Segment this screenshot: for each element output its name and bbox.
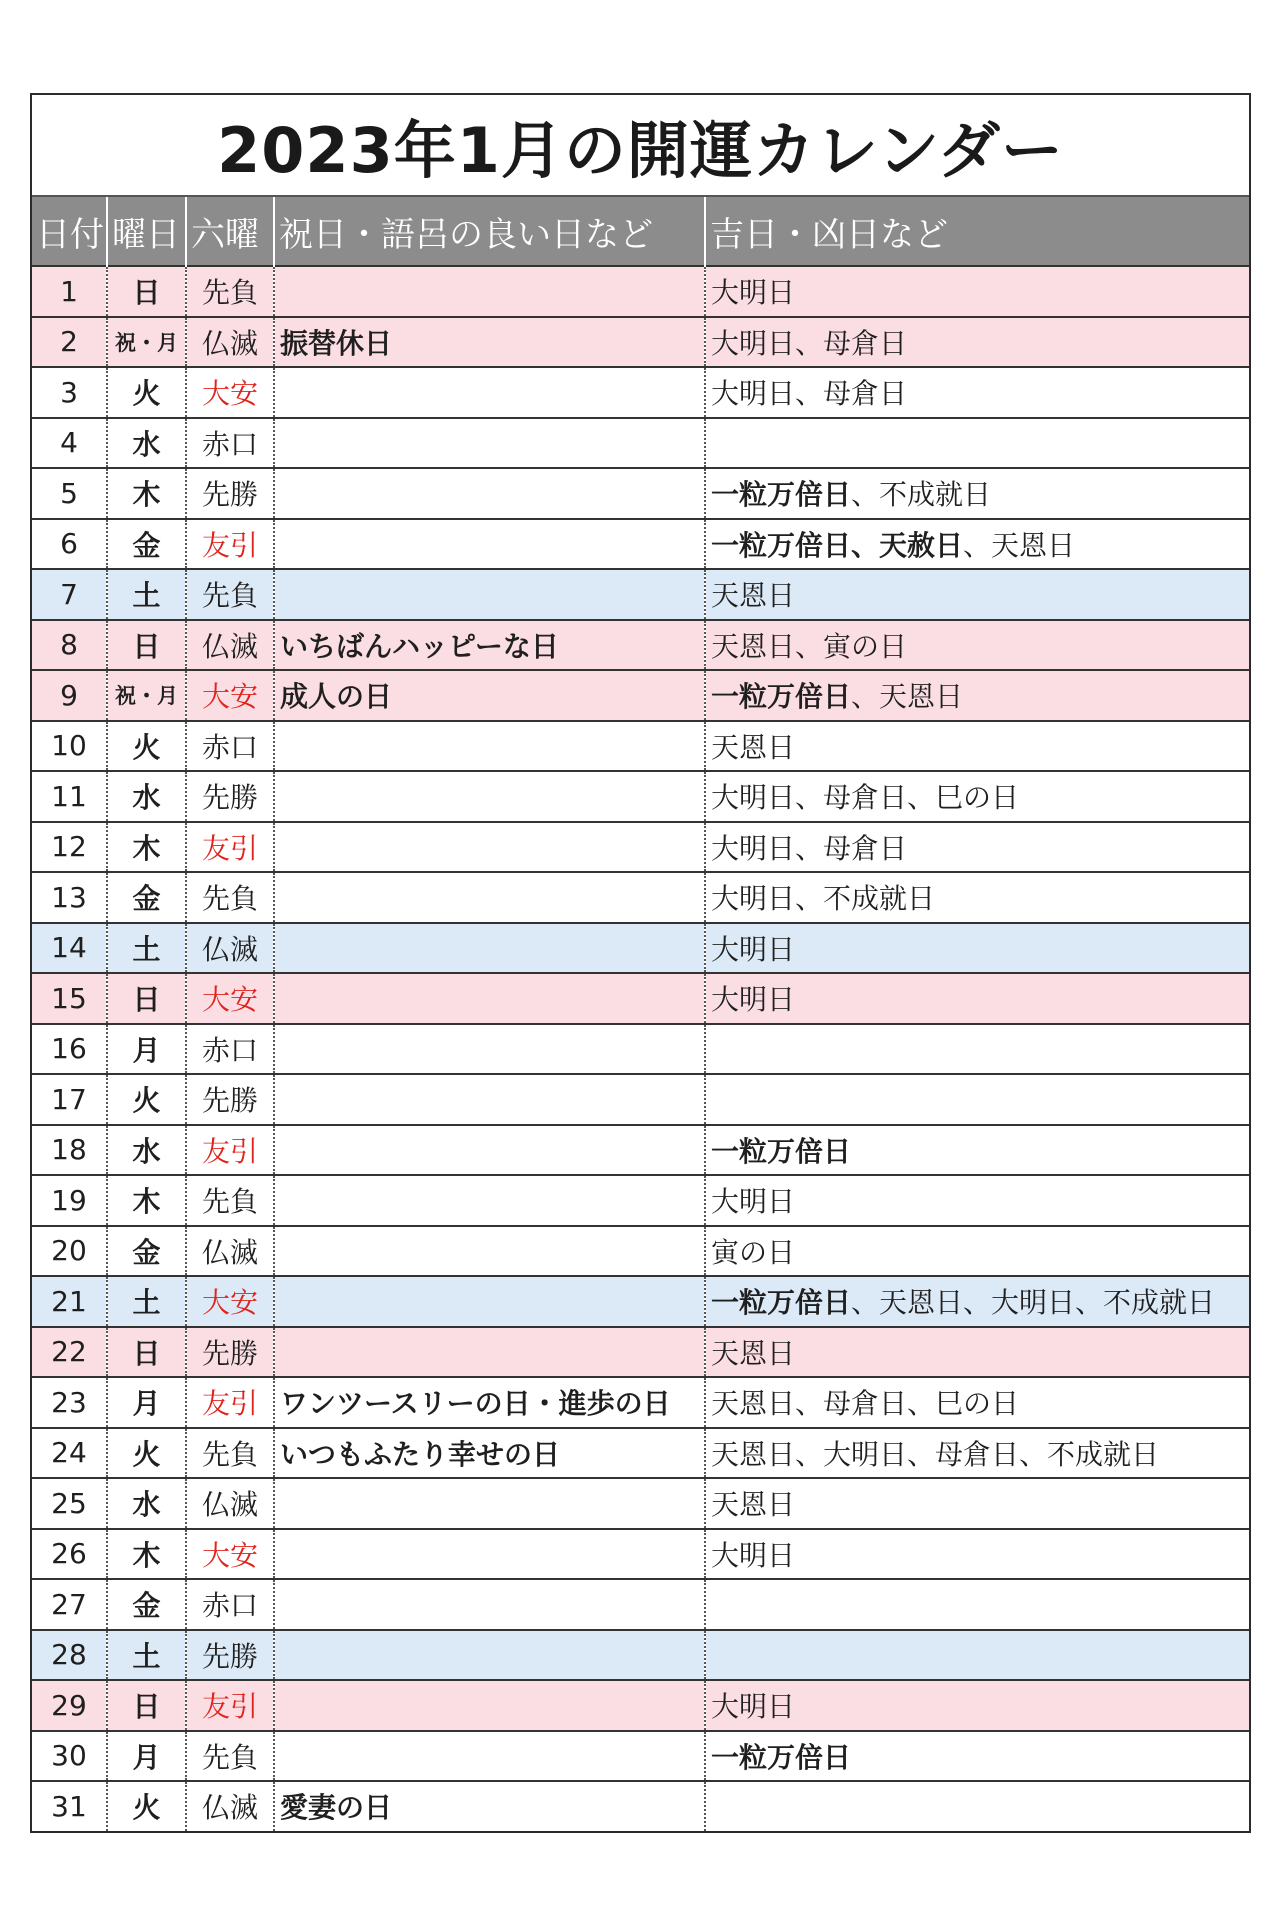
holiday-cell (274, 468, 705, 519)
holiday-cell (274, 771, 705, 822)
date-cell: 5 (32, 468, 107, 519)
lucky-days-text: 大明日 (711, 1538, 796, 1572)
lucky-days-cell (705, 1175, 1249, 1226)
lucky-days-text: 大明日 (711, 276, 796, 310)
weekday-cell: 祝・月 (107, 317, 186, 368)
table-row (32, 822, 1249, 873)
weekday-cell: 金 (107, 872, 186, 923)
holiday-cell: いちばんハッピーな日 (274, 620, 705, 671)
table-row (32, 670, 1249, 721)
weekday-cell: 火 (107, 1781, 186, 1831)
rokuyo-cell: 仏滅 (186, 1781, 274, 1831)
rokuyo-cell: 先勝 (186, 1074, 274, 1125)
weekday-cell: 水 (107, 1478, 186, 1529)
calendar-sheet (30, 93, 1251, 1833)
rokuyo-cell: 先勝 (186, 1327, 274, 1378)
table-row (32, 266, 1249, 317)
rokuyo-cell: 先負 (186, 1731, 274, 1782)
rokuyo-cell: 先勝 (186, 771, 274, 822)
lucky-days-cell (705, 418, 1249, 469)
header-date: 日付 (32, 197, 107, 266)
date-cell: 9 (32, 670, 107, 721)
lucky-days-cell (705, 317, 1249, 368)
rokuyo-cell: 先負 (186, 569, 274, 620)
lucky-days-cell (705, 468, 1249, 519)
weekday-cell: 水 (107, 1125, 186, 1176)
weekday-cell: 日 (107, 1680, 186, 1731)
date-cell: 23 (32, 1377, 107, 1428)
holiday-cell (274, 1276, 705, 1327)
weekday-cell: 金 (107, 519, 186, 570)
holiday-cell (274, 721, 705, 772)
lucky-days-cell (705, 872, 1249, 923)
date-cell: 28 (32, 1630, 107, 1681)
lucky-days-bold-text: 一粒万倍日 (711, 1740, 852, 1774)
lucky-days-cell (705, 1428, 1249, 1479)
lucky-days-cell (705, 1781, 1249, 1831)
rokuyo-cell: 仏滅 (186, 1478, 274, 1529)
weekday-cell: 日 (107, 1327, 186, 1378)
rokuyo-cell: 友引 (186, 822, 274, 873)
weekday-cell: 火 (107, 721, 186, 772)
lucky-days-text: 天恩日 (711, 730, 796, 764)
date-cell: 3 (32, 367, 107, 418)
date-cell: 4 (32, 418, 107, 469)
rokuyo-cell: 友引 (186, 519, 274, 570)
holiday-cell (274, 1175, 705, 1226)
lucky-days-cell (705, 670, 1249, 721)
date-cell: 26 (32, 1529, 107, 1580)
date-cell: 1 (32, 266, 107, 317)
date-cell: 2 (32, 317, 107, 368)
date-cell: 19 (32, 1175, 107, 1226)
holiday-cell (274, 872, 705, 923)
lucky-days-cell (705, 1074, 1249, 1125)
table-row (32, 418, 1249, 469)
weekday-cell: 木 (107, 1529, 186, 1580)
table-row (32, 367, 1249, 418)
date-cell: 12 (32, 822, 107, 873)
date-cell: 31 (32, 1781, 107, 1831)
header-holiday: 祝日・語呂の良い日など (274, 197, 705, 266)
rokuyo-cell: 先勝 (186, 1630, 274, 1681)
date-cell: 15 (32, 973, 107, 1024)
date-cell: 17 (32, 1074, 107, 1125)
table-row (32, 872, 1249, 923)
page-title: 2023年1月の開運カレンダー (32, 95, 1249, 197)
date-cell: 10 (32, 721, 107, 772)
rokuyo-cell: 大安 (186, 1276, 274, 1327)
table-row (32, 1428, 1249, 1479)
holiday-cell: 成人の日 (274, 670, 705, 721)
date-cell: 24 (32, 1428, 107, 1479)
lucky-days-text: 大明日、母倉日 (711, 326, 908, 360)
weekday-cell: 火 (107, 1074, 186, 1125)
holiday-cell (274, 1226, 705, 1277)
weekday-cell: 土 (107, 1276, 186, 1327)
table-row (32, 1327, 1249, 1378)
weekday-cell: 木 (107, 822, 186, 873)
lucky-days-cell (705, 1630, 1249, 1681)
date-cell: 30 (32, 1731, 107, 1782)
weekday-cell: 祝・月 (107, 670, 186, 721)
table-row (32, 1024, 1249, 1075)
date-cell: 7 (32, 569, 107, 620)
lucky-days-text: 、天恩日 (963, 528, 1076, 562)
lucky-days-cell (705, 923, 1249, 974)
lucky-days-cell (705, 620, 1249, 671)
rokuyo-cell: 大安 (186, 973, 274, 1024)
lucky-days-bold-text: 一粒万倍日 (711, 680, 852, 714)
table-row (32, 1377, 1249, 1428)
date-cell: 29 (32, 1680, 107, 1731)
lucky-days-cell (705, 1478, 1249, 1529)
lucky-days-bold-text: 一粒万倍日 (711, 1134, 852, 1168)
date-cell: 22 (32, 1327, 107, 1378)
weekday-cell: 土 (107, 923, 186, 974)
weekday-cell: 金 (107, 1226, 186, 1277)
holiday-cell (274, 1680, 705, 1731)
table-row (32, 1175, 1249, 1226)
lucky-days-text: 天恩日 (711, 1336, 796, 1370)
lucky-days-cell (705, 1024, 1249, 1075)
table-row (32, 1680, 1249, 1731)
weekday-cell: 金 (107, 1579, 186, 1630)
lucky-days-text: 天恩日 (711, 1488, 796, 1522)
lucky-days-cell (705, 822, 1249, 873)
lucky-days-text: 大明日 (711, 1690, 796, 1724)
rokuyo-cell: 仏滅 (186, 620, 274, 671)
lucky-days-text: 大明日 (711, 932, 796, 966)
holiday-cell (274, 367, 705, 418)
rokuyo-cell: 友引 (186, 1125, 274, 1176)
header-lucky-days: 吉日・凶日など (705, 197, 1249, 266)
date-cell: 13 (32, 872, 107, 923)
table-row (32, 468, 1249, 519)
table-row (32, 1529, 1249, 1580)
weekday-cell: 日 (107, 973, 186, 1024)
table-row (32, 1731, 1249, 1782)
rokuyo-cell: 大安 (186, 1529, 274, 1580)
date-cell: 6 (32, 519, 107, 570)
rokuyo-cell: 先負 (186, 872, 274, 923)
weekday-cell: 月 (107, 1731, 186, 1782)
lucky-days-cell (705, 1680, 1249, 1731)
rokuyo-cell: 先負 (186, 1175, 274, 1226)
table-row (32, 1074, 1249, 1125)
rokuyo-cell: 大安 (186, 367, 274, 418)
weekday-cell: 水 (107, 418, 186, 469)
lucky-days-cell (705, 771, 1249, 822)
lucky-days-text: 、天恩日、大明日、不成就日 (851, 1286, 1216, 1320)
header-weekday: 曜日 (107, 197, 186, 266)
weekday-cell: 月 (107, 1024, 186, 1075)
weekday-cell: 土 (107, 1630, 186, 1681)
holiday-cell (274, 1630, 705, 1681)
lucky-days-text: 大明日、母倉日 (711, 831, 908, 865)
holiday-cell (274, 569, 705, 620)
header-row (32, 197, 1249, 266)
rokuyo-cell: 友引 (186, 1680, 274, 1731)
rokuyo-cell: 赤口 (186, 721, 274, 772)
holiday-cell (274, 1579, 705, 1630)
date-cell: 11 (32, 771, 107, 822)
lucky-days-text: 天恩日、寅の日 (711, 629, 908, 663)
weekday-cell: 土 (107, 569, 186, 620)
lucky-days-bold-text: 一粒万倍日、天赦日 (711, 528, 964, 562)
holiday-cell (274, 1125, 705, 1176)
lucky-days-text: 大明日 (711, 983, 796, 1017)
rokuyo-cell: 赤口 (186, 1579, 274, 1630)
header-rokuyo: 六曜 (186, 197, 274, 266)
weekday-cell: 日 (107, 620, 186, 671)
table-row (32, 1125, 1249, 1176)
table-row (32, 1226, 1249, 1277)
weekday-cell: 水 (107, 771, 186, 822)
rokuyo-cell: 赤口 (186, 1024, 274, 1075)
lucky-days-cell (705, 569, 1249, 620)
lucky-days-cell (705, 1529, 1249, 1580)
table-row (32, 771, 1249, 822)
weekday-cell: 火 (107, 367, 186, 418)
rokuyo-cell: 大安 (186, 670, 274, 721)
weekday-cell: 火 (107, 1428, 186, 1479)
table-row (32, 1579, 1249, 1630)
holiday-cell (274, 519, 705, 570)
lucky-days-text: 寅の日 (711, 1235, 796, 1269)
table-row (32, 1781, 1249, 1831)
weekday-cell: 月 (107, 1377, 186, 1428)
rokuyo-cell: 仏滅 (186, 923, 274, 974)
rokuyo-cell: 赤口 (186, 418, 274, 469)
date-cell: 16 (32, 1024, 107, 1075)
date-cell: 8 (32, 620, 107, 671)
lucky-days-cell (705, 721, 1249, 772)
date-cell: 18 (32, 1125, 107, 1176)
holiday-cell (274, 973, 705, 1024)
holiday-cell: ワンツースリーの日・進歩の日 (274, 1377, 705, 1428)
table-row (32, 1478, 1249, 1529)
lucky-days-text: 天恩日 (711, 579, 796, 613)
lucky-days-bold-text: 一粒万倍日 (711, 1286, 852, 1320)
holiday-cell (274, 1529, 705, 1580)
holiday-cell (274, 1478, 705, 1529)
lucky-days-cell (705, 973, 1249, 1024)
rokuyo-cell: 仏滅 (186, 317, 274, 368)
lucky-days-text: 大明日、母倉日、巳の日 (711, 781, 1020, 815)
lucky-days-text: 天恩日、母倉日、巳の日 (711, 1387, 1020, 1421)
table-row (32, 973, 1249, 1024)
table-row (32, 519, 1249, 570)
weekday-cell: 木 (107, 1175, 186, 1226)
table-row (32, 923, 1249, 974)
rokuyo-cell: 友引 (186, 1377, 274, 1428)
lucky-days-cell (705, 1579, 1249, 1630)
calendar-body (32, 266, 1249, 1831)
lucky-days-cell (705, 1327, 1249, 1378)
table-row (32, 317, 1249, 368)
holiday-cell: いつもふたり幸せの日 (274, 1428, 705, 1479)
rokuyo-cell: 仏滅 (186, 1226, 274, 1277)
holiday-cell (274, 822, 705, 873)
holiday-cell (274, 1074, 705, 1125)
lucky-days-text: 大明日 (711, 1185, 796, 1219)
weekday-cell: 日 (107, 266, 186, 317)
calendar-table (32, 197, 1249, 1831)
lucky-days-cell (705, 519, 1249, 570)
lucky-days-cell (705, 1377, 1249, 1428)
lucky-days-cell (705, 1731, 1249, 1782)
table-row (32, 721, 1249, 772)
lucky-days-text: 大明日、不成就日 (711, 882, 936, 916)
holiday-cell (274, 1024, 705, 1075)
date-cell: 25 (32, 1478, 107, 1529)
lucky-days-text: 、不成就日 (851, 478, 992, 512)
holiday-cell: 愛妻の日 (274, 1781, 705, 1831)
lucky-days-cell (705, 1226, 1249, 1277)
holiday-cell (274, 1731, 705, 1782)
lucky-days-cell (705, 266, 1249, 317)
holiday-cell (274, 1327, 705, 1378)
lucky-days-cell (705, 1276, 1249, 1327)
holiday-cell (274, 418, 705, 469)
date-cell: 27 (32, 1579, 107, 1630)
lucky-days-cell (705, 1125, 1249, 1176)
holiday-cell (274, 923, 705, 974)
rokuyo-cell: 先負 (186, 266, 274, 317)
date-cell: 21 (32, 1276, 107, 1327)
lucky-days-text: 天恩日、大明日、母倉日、不成就日 (711, 1437, 1160, 1471)
table-row (32, 620, 1249, 671)
rokuyo-cell: 先負 (186, 1428, 274, 1479)
weekday-cell: 木 (107, 468, 186, 519)
table-row (32, 569, 1249, 620)
date-cell: 20 (32, 1226, 107, 1277)
date-cell: 14 (32, 923, 107, 974)
holiday-cell (274, 266, 705, 317)
lucky-days-bold-text: 一粒万倍日 (711, 478, 852, 512)
rokuyo-cell: 先勝 (186, 468, 274, 519)
table-row (32, 1276, 1249, 1327)
lucky-days-cell (705, 367, 1249, 418)
holiday-cell: 振替休日 (274, 317, 705, 368)
table-row (32, 1630, 1249, 1681)
lucky-days-text: 大明日、母倉日 (711, 377, 908, 411)
lucky-days-text: 、天恩日 (851, 680, 964, 714)
